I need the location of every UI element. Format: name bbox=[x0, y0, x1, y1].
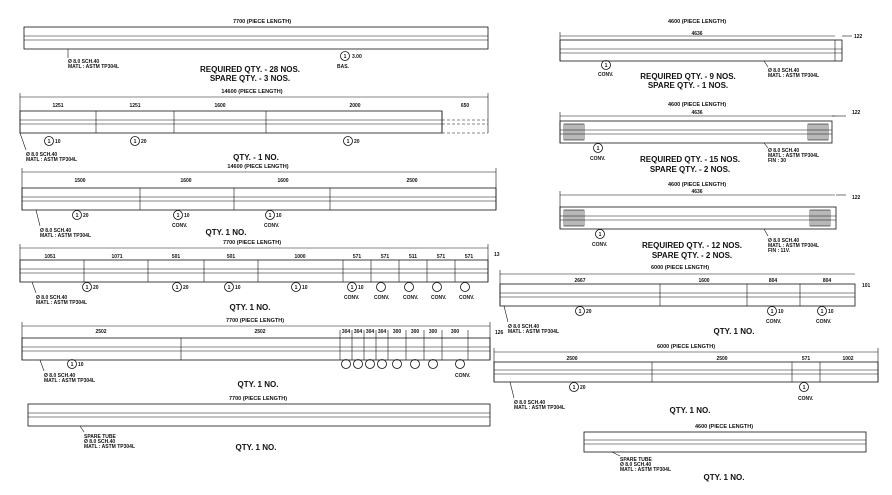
panel-4-conv-1: CONV. bbox=[344, 295, 360, 301]
panel-10-end-dim: 101 bbox=[862, 283, 871, 289]
svg-text:10: 10 bbox=[828, 309, 834, 315]
panel-5-cut-circle-2 bbox=[354, 360, 363, 369]
panel-10-header: 6000 (PIECE LENGTH) bbox=[650, 265, 710, 271]
panel-7-seg-1: 4636 bbox=[691, 31, 703, 37]
panel-3-header: 14600 (PIECE LENGTH) bbox=[227, 164, 289, 170]
panel-3-seg-3: 1600 bbox=[277, 178, 289, 184]
panel-10-seg-4: 804 bbox=[822, 278, 832, 284]
panel-8-conv: CONV. bbox=[590, 156, 606, 162]
panel-4-note-matl: MATL : ASTM TP304L bbox=[36, 300, 88, 306]
panel-7-qty-required: REQUIRED QTY. - 9 NOS. bbox=[640, 72, 736, 81]
panel-2-seg-4: 2000 bbox=[349, 103, 361, 109]
panel-9-conv: CONV. bbox=[592, 242, 608, 248]
panel-12-note-pipe: Ø 8.0 SCH.40 bbox=[620, 462, 652, 468]
panel-8-note-pipe: Ø 8.0 SCH.40 bbox=[768, 148, 800, 154]
panel-2-seg-1: 1251 bbox=[52, 103, 64, 109]
panel-11-seg-1: 2500 bbox=[566, 356, 578, 362]
panel-10-conv-1: CONV. bbox=[766, 319, 782, 325]
panel-2-qty: QTY. - 1 NO. bbox=[233, 153, 279, 162]
panel-2-tube bbox=[20, 111, 442, 133]
panel-1-side-label: BAS. bbox=[337, 64, 349, 70]
panel-5-note-pipe: Ø 8.0 SCH.40 bbox=[44, 373, 76, 379]
svg-text:1: 1 bbox=[802, 385, 806, 391]
svg-text:1: 1 bbox=[268, 213, 272, 219]
panel-9-note-matl: MATL : ASTM TP304L bbox=[768, 243, 820, 249]
panel-1 bbox=[24, 19, 488, 83]
panel-5-seg-4: 304 bbox=[353, 329, 363, 335]
panel-9-fins-right bbox=[810, 210, 830, 226]
svg-text:10: 10 bbox=[276, 213, 282, 219]
panel-3-note-matl: MATL : ASTM TP304L bbox=[40, 233, 92, 239]
panel-12-qty: QTY. 1 NO. bbox=[703, 473, 745, 482]
panel-5-seg-10: 300 bbox=[450, 329, 460, 335]
svg-text:1: 1 bbox=[47, 139, 51, 145]
panel-2-note-pipe: Ø 8.0 SCH.40 bbox=[26, 152, 58, 158]
panel-9-note-pipe: Ø 8.0 SCH.40 bbox=[768, 238, 800, 244]
panel-7-note-matl: MATL : ASTM TP304L bbox=[768, 73, 820, 79]
panel-7-note-pipe: Ø 8.0 SCH.40 bbox=[768, 68, 800, 74]
panel-3-conv-2: CONV. bbox=[264, 223, 280, 229]
panel-6-note-matl: MATL : ASTM TP304L bbox=[84, 444, 136, 450]
panel-11-header: 6000 (PIECE LENGTH) bbox=[656, 344, 716, 350]
panel-11-seg-2: 2500 bbox=[716, 356, 728, 362]
panel-4-conv-3: CONV. bbox=[403, 295, 419, 301]
panel-11-note-matl: MATL : ASTM TP304L bbox=[514, 405, 566, 411]
svg-text:1: 1 bbox=[175, 285, 179, 291]
panel-9-header: 4600 (PIECE LENGTH) bbox=[667, 182, 727, 188]
panel-10 bbox=[500, 265, 871, 336]
panel-5-cut-circle-3 bbox=[366, 360, 375, 369]
panel-4-seg-4: 501 bbox=[226, 254, 236, 260]
svg-text:1: 1 bbox=[294, 285, 298, 291]
panel-10-tube bbox=[500, 284, 855, 306]
panel-6-header: 7700 (PIECE LENGTH) bbox=[228, 396, 288, 402]
svg-text:1: 1 bbox=[85, 285, 89, 291]
panel-9-qty-spare: SPARE QTY. - 2 NOS. bbox=[651, 251, 733, 260]
panel-4 bbox=[20, 240, 500, 312]
panel-8-tube bbox=[560, 121, 832, 143]
panel-8-header: 4600 (PIECE LENGTH) bbox=[667, 102, 727, 108]
panel-5-cut-circle-7 bbox=[429, 360, 438, 369]
panel-3-note-pipe: Ø 8.0 SCH.40 bbox=[40, 228, 72, 234]
panel-9 bbox=[560, 182, 861, 260]
panel-7-end-dim: 122 bbox=[854, 34, 863, 40]
panel-5-cut-circle-4 bbox=[378, 360, 387, 369]
panel-6 bbox=[28, 396, 490, 452]
panel-5-cut-circle-8 bbox=[456, 360, 465, 369]
panel-4-note-pipe: Ø 8.0 SCH.40 bbox=[36, 295, 68, 301]
panel-5-cut-circle-5 bbox=[393, 360, 402, 369]
panel-3-seg-2: 1600 bbox=[180, 178, 192, 184]
panel-8-note-matl: MATL : ASTM TP304L bbox=[768, 153, 820, 159]
panel-6-note-pipe: Ø 8.0 SCH.40 bbox=[84, 439, 116, 445]
svg-text:1: 1 bbox=[343, 54, 347, 60]
panel-4-conv-5: CONV. bbox=[459, 295, 475, 301]
panel-2-header: 14600 (PIECE LENGTH) bbox=[221, 89, 283, 95]
panel-1-qty-spare: SPARE QTY. - 3 NOS. bbox=[209, 74, 291, 83]
panel-8-end-dim: 122 bbox=[852, 110, 861, 116]
panel-8-seg-1: 4636 bbox=[691, 110, 703, 116]
panel-4-conv-2: CONV. bbox=[374, 295, 390, 301]
panel-5-seg-6: 304 bbox=[377, 329, 387, 335]
svg-text:10: 10 bbox=[778, 309, 784, 315]
panel-2-seg-2: 1251 bbox=[129, 103, 141, 109]
panel-2-seg-3: 1600 bbox=[214, 103, 226, 109]
panel-2 bbox=[20, 89, 488, 163]
panel-3-seg-1: 1500 bbox=[74, 178, 86, 184]
panel-4-header: 7700 (PIECE LENGTH) bbox=[222, 240, 282, 246]
panel-5-note-matl: MATL : ASTM TP304L bbox=[44, 378, 96, 384]
panel-4-conv-circle-4 bbox=[433, 283, 442, 292]
panel-4-seg-6: 571 bbox=[352, 254, 362, 260]
svg-text:1: 1 bbox=[578, 309, 582, 315]
panel-4-seg-2: 1071 bbox=[111, 254, 123, 260]
panel-5-seg-2: 2502 bbox=[254, 329, 266, 335]
panel-5-tube bbox=[22, 338, 490, 360]
panel-9-qty-required: REQUIRED QTY. - 12 NOS. bbox=[641, 241, 743, 250]
panel-9-end-dim: 122 bbox=[852, 195, 861, 201]
panel-10-qty: QTY. 1 NO. bbox=[713, 327, 755, 336]
panel-7 bbox=[560, 19, 863, 90]
panel-3-seg-4: 2500 bbox=[406, 178, 418, 184]
svg-text:1: 1 bbox=[133, 139, 137, 145]
panel-8-qty-required: REQUIRED QTY. - 15 NOS. bbox=[639, 155, 741, 164]
svg-text:10: 10 bbox=[358, 285, 364, 291]
svg-text:1: 1 bbox=[75, 213, 79, 219]
panel-11-qty: QTY. 1 NO. bbox=[669, 406, 711, 415]
panel-4-seg-7: 571 bbox=[380, 254, 390, 260]
panel-11-tube bbox=[494, 362, 878, 382]
svg-text:10: 10 bbox=[302, 285, 308, 291]
panel-5-seg-9: 300 bbox=[428, 329, 438, 335]
panel-5-cut-circle-1 bbox=[342, 360, 351, 369]
panel-4-seg-8: 511 bbox=[408, 254, 418, 260]
panel-8 bbox=[560, 102, 861, 174]
panel-10-note-matl: MATL : ASTM TP304L bbox=[508, 329, 560, 335]
panel-5 bbox=[22, 318, 504, 389]
panel-7-header: 4600 (PIECE LENGTH) bbox=[667, 19, 727, 25]
panel-1-qty-required: REQUIRED QTY. - 28 NOS. bbox=[199, 65, 301, 74]
panel-6-qty: QTY. 1 NO. bbox=[235, 443, 277, 452]
panel-3-qty: QTY. 1 NO. bbox=[205, 228, 247, 237]
panel-9-note-fin: FIN : 11V. bbox=[768, 248, 791, 254]
panel-12-note-spare: SPARE TUBE bbox=[620, 457, 652, 463]
panel-12 bbox=[584, 424, 866, 482]
panel-5-conv: CONV. bbox=[455, 373, 471, 379]
panel-8-fins-right bbox=[808, 124, 828, 140]
panel-10-seg-1: 2667 bbox=[574, 278, 586, 284]
svg-text:20: 20 bbox=[354, 139, 360, 145]
panel-9-fins-left bbox=[564, 210, 584, 226]
panel-11-seg-3: 571 bbox=[801, 356, 811, 362]
panel-5-qty: QTY. 1 NO. bbox=[237, 380, 279, 389]
panel-4-qty: QTY. 1 NO. bbox=[229, 303, 271, 312]
panel-4-conv-circle-3 bbox=[405, 283, 414, 292]
svg-text:1: 1 bbox=[770, 309, 774, 315]
svg-text:1: 1 bbox=[350, 285, 354, 291]
panel-11-note-pipe: Ø 8.0 SCH.40 bbox=[514, 400, 546, 406]
panel-8-note-fin: FIN : 30 bbox=[768, 158, 787, 164]
panel-11 bbox=[494, 344, 878, 415]
panel-1-tube bbox=[24, 27, 488, 49]
svg-text:1: 1 bbox=[227, 285, 231, 291]
panel-8-qty-spare: SPARE QTY. - 2 NOS. bbox=[649, 165, 731, 174]
panel-9-seg-1: 4636 bbox=[691, 189, 703, 195]
panel-3 bbox=[22, 164, 496, 239]
svg-text:10: 10 bbox=[184, 213, 190, 219]
panel-4-end-dim: 13 bbox=[494, 252, 500, 258]
panel-1-header: 7700 (PIECE LENGTH) bbox=[232, 19, 292, 25]
panel-1-note-matl: MATL : ASTM TP304L bbox=[68, 64, 120, 70]
panel-5-seg-7: 300 bbox=[392, 329, 402, 335]
panel-4-conv-circle-2 bbox=[377, 283, 386, 292]
panel-4-seg-10: 571 bbox=[464, 254, 474, 260]
svg-text:20: 20 bbox=[93, 285, 99, 291]
svg-text:1: 1 bbox=[598, 232, 602, 238]
panel-6-note-spare: SPARE TUBE bbox=[84, 434, 116, 440]
panel-5-seg-8: 300 bbox=[410, 329, 420, 335]
panel-4-seg-3: 501 bbox=[171, 254, 181, 260]
panel-2-seg-5: 650 bbox=[460, 103, 470, 109]
svg-text:10: 10 bbox=[235, 285, 241, 291]
panel-7-tube bbox=[560, 40, 842, 61]
svg-text:1: 1 bbox=[572, 385, 576, 391]
panel-3-conv-1: CONV. bbox=[172, 223, 188, 229]
panel-9-tube bbox=[560, 207, 836, 229]
panel-4-seg-1: 1051 bbox=[44, 254, 56, 260]
svg-text:20: 20 bbox=[83, 213, 89, 219]
panel-12-header: 4600 (PIECE LENGTH) bbox=[694, 424, 754, 430]
panel-10-conv-2: CONV. bbox=[816, 319, 832, 325]
svg-text:10: 10 bbox=[78, 362, 84, 368]
panel-1-callout-label: 3.00 bbox=[352, 54, 362, 60]
svg-text:20: 20 bbox=[183, 285, 189, 291]
svg-text:10: 10 bbox=[55, 139, 61, 145]
panel-1-note-pipe: Ø 8.0 SCH.40 bbox=[68, 59, 100, 65]
panel-5-header: 7700 (PIECE LENGTH) bbox=[225, 318, 285, 324]
panel-12-tube bbox=[584, 432, 866, 452]
svg-text:1: 1 bbox=[604, 63, 608, 69]
panel-5-seg-3: 304 bbox=[341, 329, 351, 335]
panel-12-note-matl: MATL : ASTM TP304L bbox=[620, 467, 672, 473]
svg-text:1: 1 bbox=[820, 309, 824, 315]
panel-7-conv: CONV. bbox=[598, 72, 614, 78]
panel-10-note-pipe: Ø 8.0 SCH.40 bbox=[508, 324, 540, 330]
svg-text:1: 1 bbox=[70, 362, 74, 368]
panel-8-fins-left bbox=[564, 124, 584, 140]
panel-2-note-matl: MATL : ASTM TP304L bbox=[26, 157, 78, 163]
panel-4-seg-5: 1000 bbox=[294, 254, 306, 260]
panel-5-seg-5: 304 bbox=[365, 329, 375, 335]
svg-text:20: 20 bbox=[586, 309, 592, 315]
panel-11-conv: CONV. bbox=[798, 396, 814, 402]
panel-5-seg-1: 2502 bbox=[95, 329, 107, 335]
svg-text:20: 20 bbox=[141, 139, 147, 145]
panel-11-seg-4: 1002 bbox=[842, 356, 854, 362]
panel-5-cut-circle-6 bbox=[411, 360, 420, 369]
panel-10-seg-2: 1600 bbox=[698, 278, 710, 284]
panel-4-tube bbox=[20, 260, 488, 282]
panel-7-qty-spare: SPARE QTY. - 1 NOS. bbox=[647, 81, 729, 90]
svg-text:20: 20 bbox=[580, 385, 586, 391]
panel-4-conv-circle-5 bbox=[461, 283, 470, 292]
panel-6-tube bbox=[28, 404, 490, 426]
panel-4-conv-4: CONV. bbox=[431, 295, 447, 301]
svg-text:1: 1 bbox=[346, 139, 350, 145]
svg-text:1: 1 bbox=[176, 213, 180, 219]
svg-text:1: 1 bbox=[596, 146, 600, 152]
panel-3-tube bbox=[22, 188, 496, 210]
panel-5-end-dim: 126 bbox=[495, 330, 504, 336]
panel-4-seg-9: 571 bbox=[436, 254, 446, 260]
panel-10-seg-3: 804 bbox=[768, 278, 778, 284]
